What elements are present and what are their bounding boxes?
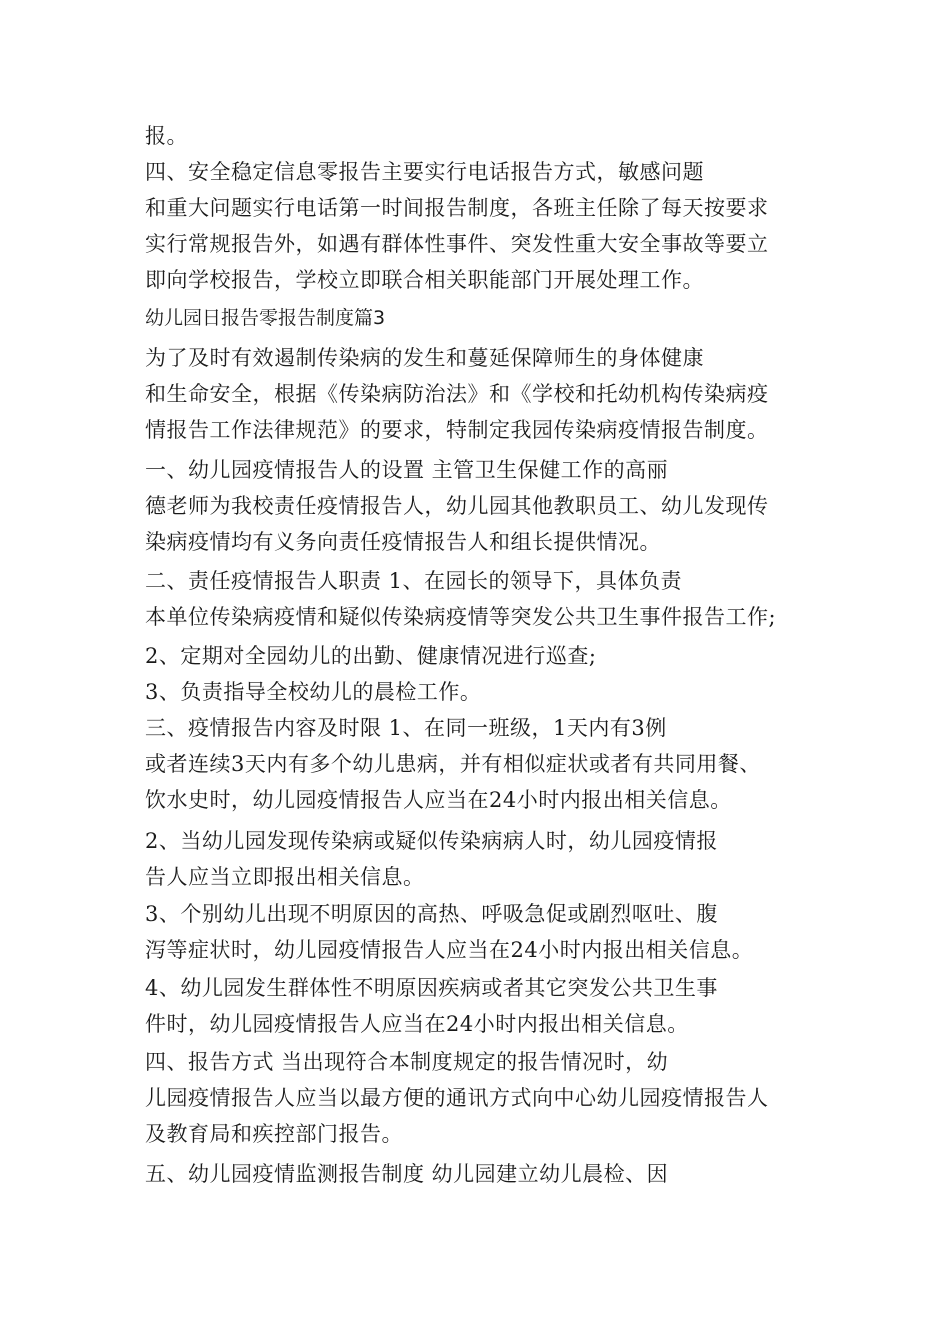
- text-line: 3、个别幼儿出现不明原因的高热、呼吸急促或剧烈呕吐、腹: [145, 902, 718, 926]
- text-line: 和生命安全，根据《传染病防治法》和《学校和托幼机构传染病疫: [145, 382, 769, 406]
- text-line: 4、幼儿园发生群体性不明原因疾病或者其它突发公共卫生事: [145, 976, 718, 1000]
- text-line: 2、定期对全园幼儿的出勤、健康情况进行巡查;: [145, 644, 597, 668]
- text-line: 本单位传染病疫情和疑似传染病疫情等突发公共卫生事件报告工作;: [145, 605, 777, 629]
- text-line: 即向学校报告，学校立即联合相关职能部门开展处理工作。: [145, 268, 704, 292]
- text-line: 件时，幼儿园疫情报告人应当在24小时内报出相关信息。: [145, 1012, 689, 1036]
- text-line: 情报告工作法律规范》的要求，特制定我园传染病疫情报告制度。: [145, 418, 769, 442]
- text-line: 一、幼儿园疫情报告人的设置 主管卫生保健工作的高丽: [145, 458, 669, 482]
- text-line: 四、报告方式 当出现符合本制度规定的报告情况时，幼: [145, 1050, 669, 1074]
- text-line: 泻等症状时，幼儿园疫情报告人应当在24小时内报出相关信息。: [145, 938, 754, 962]
- text-line: 四、安全稳定信息零报告主要实行电话报告方式，敏感问题: [145, 160, 704, 184]
- text-line: 二、责任疫情报告人职责 1、在园长的领导下，具体负责: [145, 569, 683, 593]
- text-line: 3、负责指导全校幼儿的晨检工作。: [145, 680, 482, 704]
- text-line: 为了及时有效遏制传染病的发生和蔓延保障师生的身体健康: [145, 346, 704, 370]
- text-line: 或者连续3天内有多个幼儿患病，并有相似症状或者有共同用餐、: [145, 752, 761, 776]
- text-line: 德老师为我校责任疫情报告人，幼儿园其他教职员工、幼儿发现传: [145, 494, 769, 518]
- text-line: 和重大问题实行电话第一时间报告制度，各班主任除了每天按要求: [145, 196, 769, 220]
- text-line: 实行常规报告外，如遇有群体性事件、突发性重大安全事故等要立: [145, 232, 769, 256]
- section-heading: 幼儿园日报告零报告制度篇3: [145, 307, 386, 329]
- text-line: 三、疫情报告内容及时限 1、在同一班级，1天内有3例: [145, 716, 667, 740]
- text-line: 五、幼儿园疫情监测报告制度 幼儿园建立幼儿晨检、因: [145, 1162, 669, 1186]
- text-line: 染病疫情均有义务向责任疫情报告人和组长提供情况。: [145, 530, 661, 554]
- text-line: 2、当幼儿园发现传染病或疑似传染病病人时，幼儿园疫情报: [145, 829, 718, 853]
- text-line: 及教育局和疾控部门报告。: [145, 1122, 403, 1146]
- text-line: 饮水史时，幼儿园疫情报告人应当在24小时内报出相关信息。: [145, 788, 732, 812]
- text-line: 报。: [145, 124, 188, 148]
- text-line: 告人应当立即报出相关信息。: [145, 865, 425, 889]
- text-line: 儿园疫情报告人应当以最方便的通讯方式向中心幼儿园疫情报告人: [145, 1086, 769, 1110]
